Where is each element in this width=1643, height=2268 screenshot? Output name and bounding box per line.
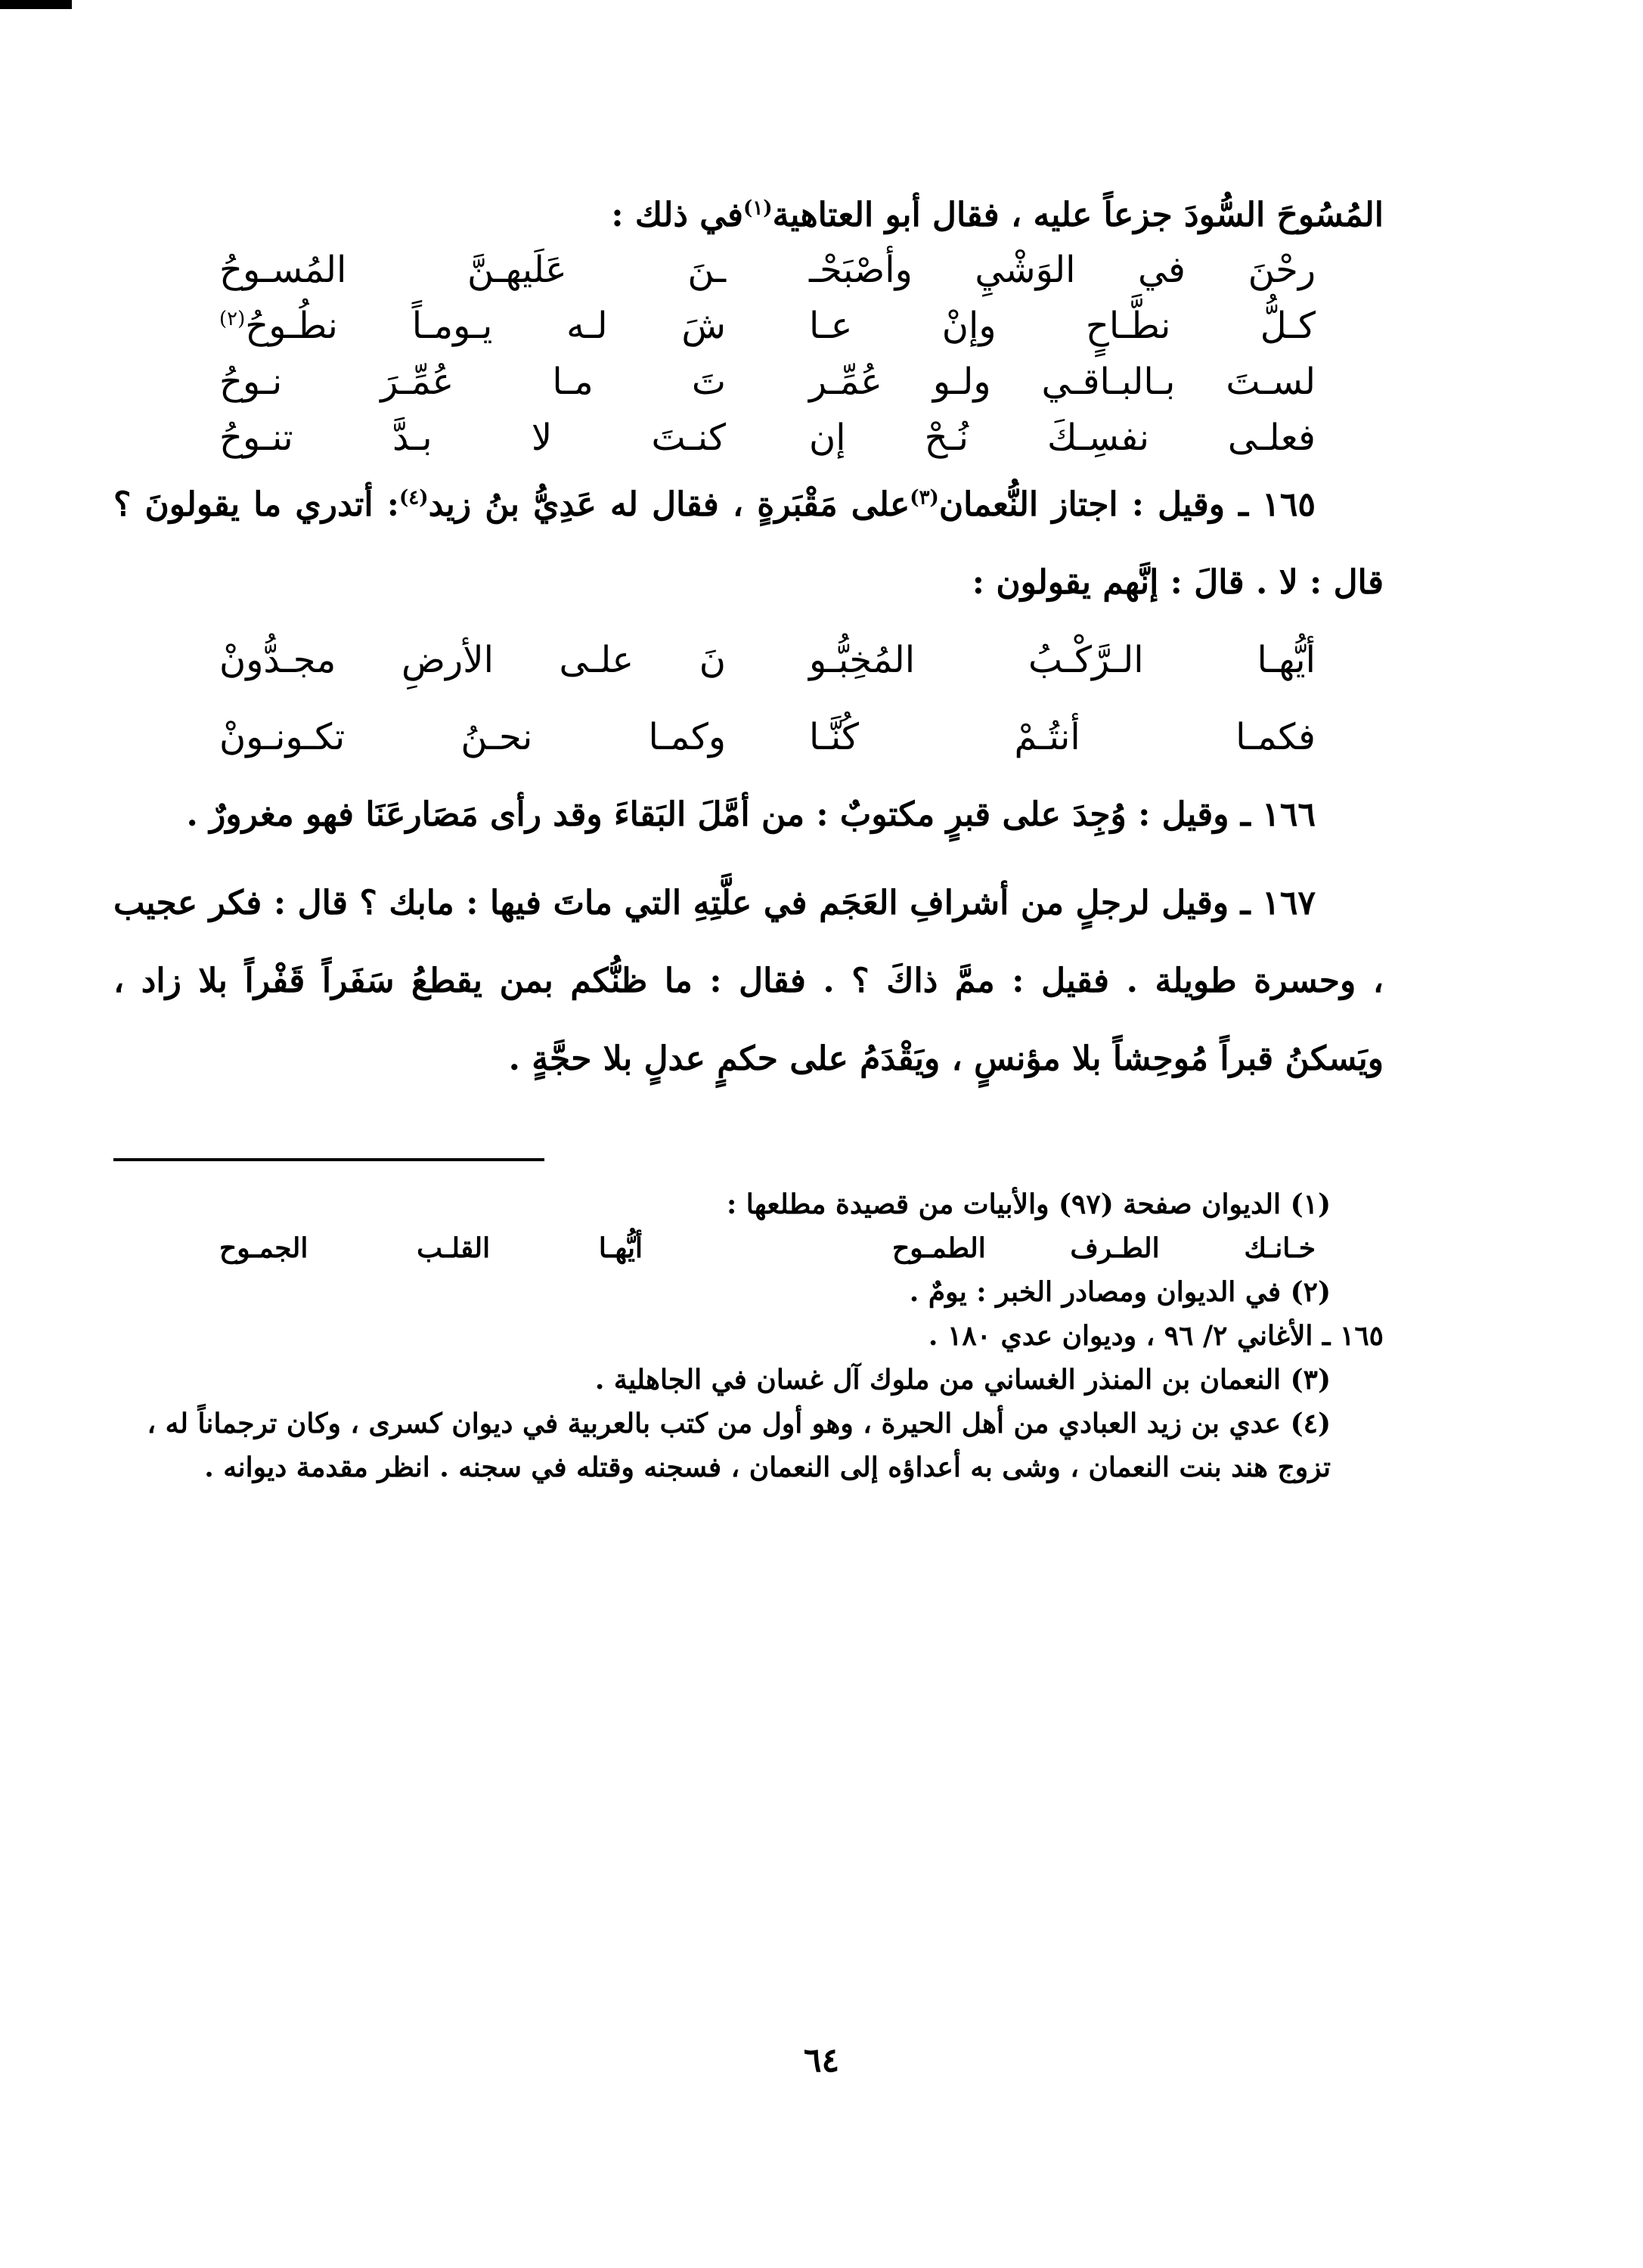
paragraph-165-text-b: على مَقْبَرةٍ ، فقال له عَدِيُّ بنُ زيد (428, 485, 910, 524)
paragraph-166: ١٦٦ ـ وقيل : وُجِدَ على قبرٍ مكتوبٌ : من أمَّلَ البَقاءَ وقد رأى مَصَارعَنَا فهو مغرورٌ . (186, 795, 1316, 834)
footnote-1-verse (219, 1226, 1316, 1270)
poem-verse (219, 242, 1316, 298)
verse-first-hemistich: فكمـا أنتُـمْ كُنَّـا (809, 716, 1316, 758)
footnote-ref-4[interactable]: (٤) (398, 486, 429, 510)
verse-first-hemistich: رحْنَ في الوَشْيِ وأصْبَحْـ (809, 249, 1316, 291)
poem-verse (219, 699, 1316, 776)
poem-verse (219, 621, 1316, 699)
verse-second-hemistich (219, 298, 726, 354)
poem-verse (219, 410, 1316, 466)
verse-second-hemistich: وكمـا نحـنُ تكـونـونْ (219, 716, 726, 758)
verse-second-hemistich: نَ علـى الأرضِ مجـدُّونْ (219, 639, 726, 681)
footnote-separator (113, 1158, 544, 1161)
footnote-2: (٢) في الديوان ومصادر الخبر : يومٌ . (909, 1276, 1331, 1308)
footnote-1: (١) الديوان صفحة (٩٧) والأبيات من قصيدة مطلعها : (726, 1188, 1331, 1220)
page-number: ٦٤ (803, 2041, 840, 2080)
opening-tail-text: في ذلك : (611, 196, 743, 234)
poem-abu-al-atahiya (219, 242, 1316, 466)
poem-verse (219, 354, 1316, 410)
poem-verse (219, 298, 1316, 354)
footnote-3: (٣) النعمان بن المنذر الغساني من ملوك آل غسان في الجاهلية . (594, 1364, 1331, 1396)
paragraph-165-text-c: : أتدري ما يقولونَ ؟ قال : لا . قالَ : إنَّهم يقولون : (113, 485, 1384, 602)
poem-grave-verses (219, 621, 1316, 776)
paragraph-167: ١٦٧ ـ وقيل لرجلٍ من أشرافِ العَجَم في علَّتِهِ التي ماتَ فيها : مابك ؟ قال : فكر عجيب ، وحسرة طويلة . فقيل : ممَّ ذاكَ ؟ . فقال : ما ظنُّكم بمن يقطعُ سَفَراً قَفْراً بلا زاد ، ويَسكنُ قبراً مُوحِشاً بلا مؤنسٍ ، ويَقْدَمُ على حكمٍ عدلٍ بلا حجَّةٍ . (113, 884, 1384, 1078)
footnote-verse-first: خـانـك الطـرف الطمـوح (892, 1232, 1316, 1264)
verse-first-hemistich: أيُّهـا الـرَّكْـبُ المُخِبُّـو (809, 639, 1316, 681)
verse-second-hemistich (219, 410, 726, 466)
footnotes (113, 1182, 1384, 1489)
verse-first-hemistich: كـلُّ نطَّـاحٍ وإنْ عـا (809, 305, 1316, 347)
verse-first-hemistich: لسـتَ بـالبـاقـي ولـو عُمِّـر (809, 361, 1316, 403)
verse-second-text: ـنَ عَلَيهـنَّ المُسـوحُ (219, 249, 726, 291)
verse-second-text: كنـتَ لا بـدَّ تنـوحُ (219, 417, 726, 459)
paragraph-165 (113, 466, 1384, 621)
verse-second-text: شَ لـه يـومـاً نطُـوحُ (245, 305, 726, 347)
footnote-ref-3[interactable]: (٣) (910, 486, 939, 510)
opening-text: المُسُوحَ السُّودَ جزعاً عليه ، فقال أبو العتاهية (772, 196, 1384, 234)
verse-second-hemistich (219, 354, 726, 410)
verse-first-hemistich: فعلـى نفسِـكَ نُـحْ إن (809, 417, 1316, 459)
paragraph-165-text-a: ١٦٥ ـ وقيل : اجتاز النُّعمان (938, 485, 1316, 524)
verse-second-hemistich (219, 242, 726, 298)
opening-paragraph (113, 189, 1384, 242)
footnote-verse-second: أيُّهـا القلـب الجمـوح (219, 1232, 643, 1264)
scan-edge-mark (0, 0, 72, 9)
footnote-source-165: ١٦٥ ـ الأغاني ٢/ ٩٦ ، وديوان عدي ١٨٠ . (928, 1320, 1384, 1352)
verse-second-text: تَ مـا عُمِّـرَ نـوحُ (219, 361, 726, 403)
footnote-4: (٤) عدي بن زيد العبادي من أهل الحيرة ، وهو أول من كتب بالعربية في ديوان كسرى ، وكان ترجماناً له ، تزوج هند بنت النعمان ، وشى به أعداؤه إلى النعمان ، فسجنه وقتله في سجنه . انظر مقدمة ديوانه . (147, 1408, 1331, 1483)
footnote-ref-1[interactable]: (١) (743, 197, 773, 220)
book-page (113, 189, 1384, 1489)
footnote-ref-2[interactable]: (٢) (219, 308, 246, 330)
